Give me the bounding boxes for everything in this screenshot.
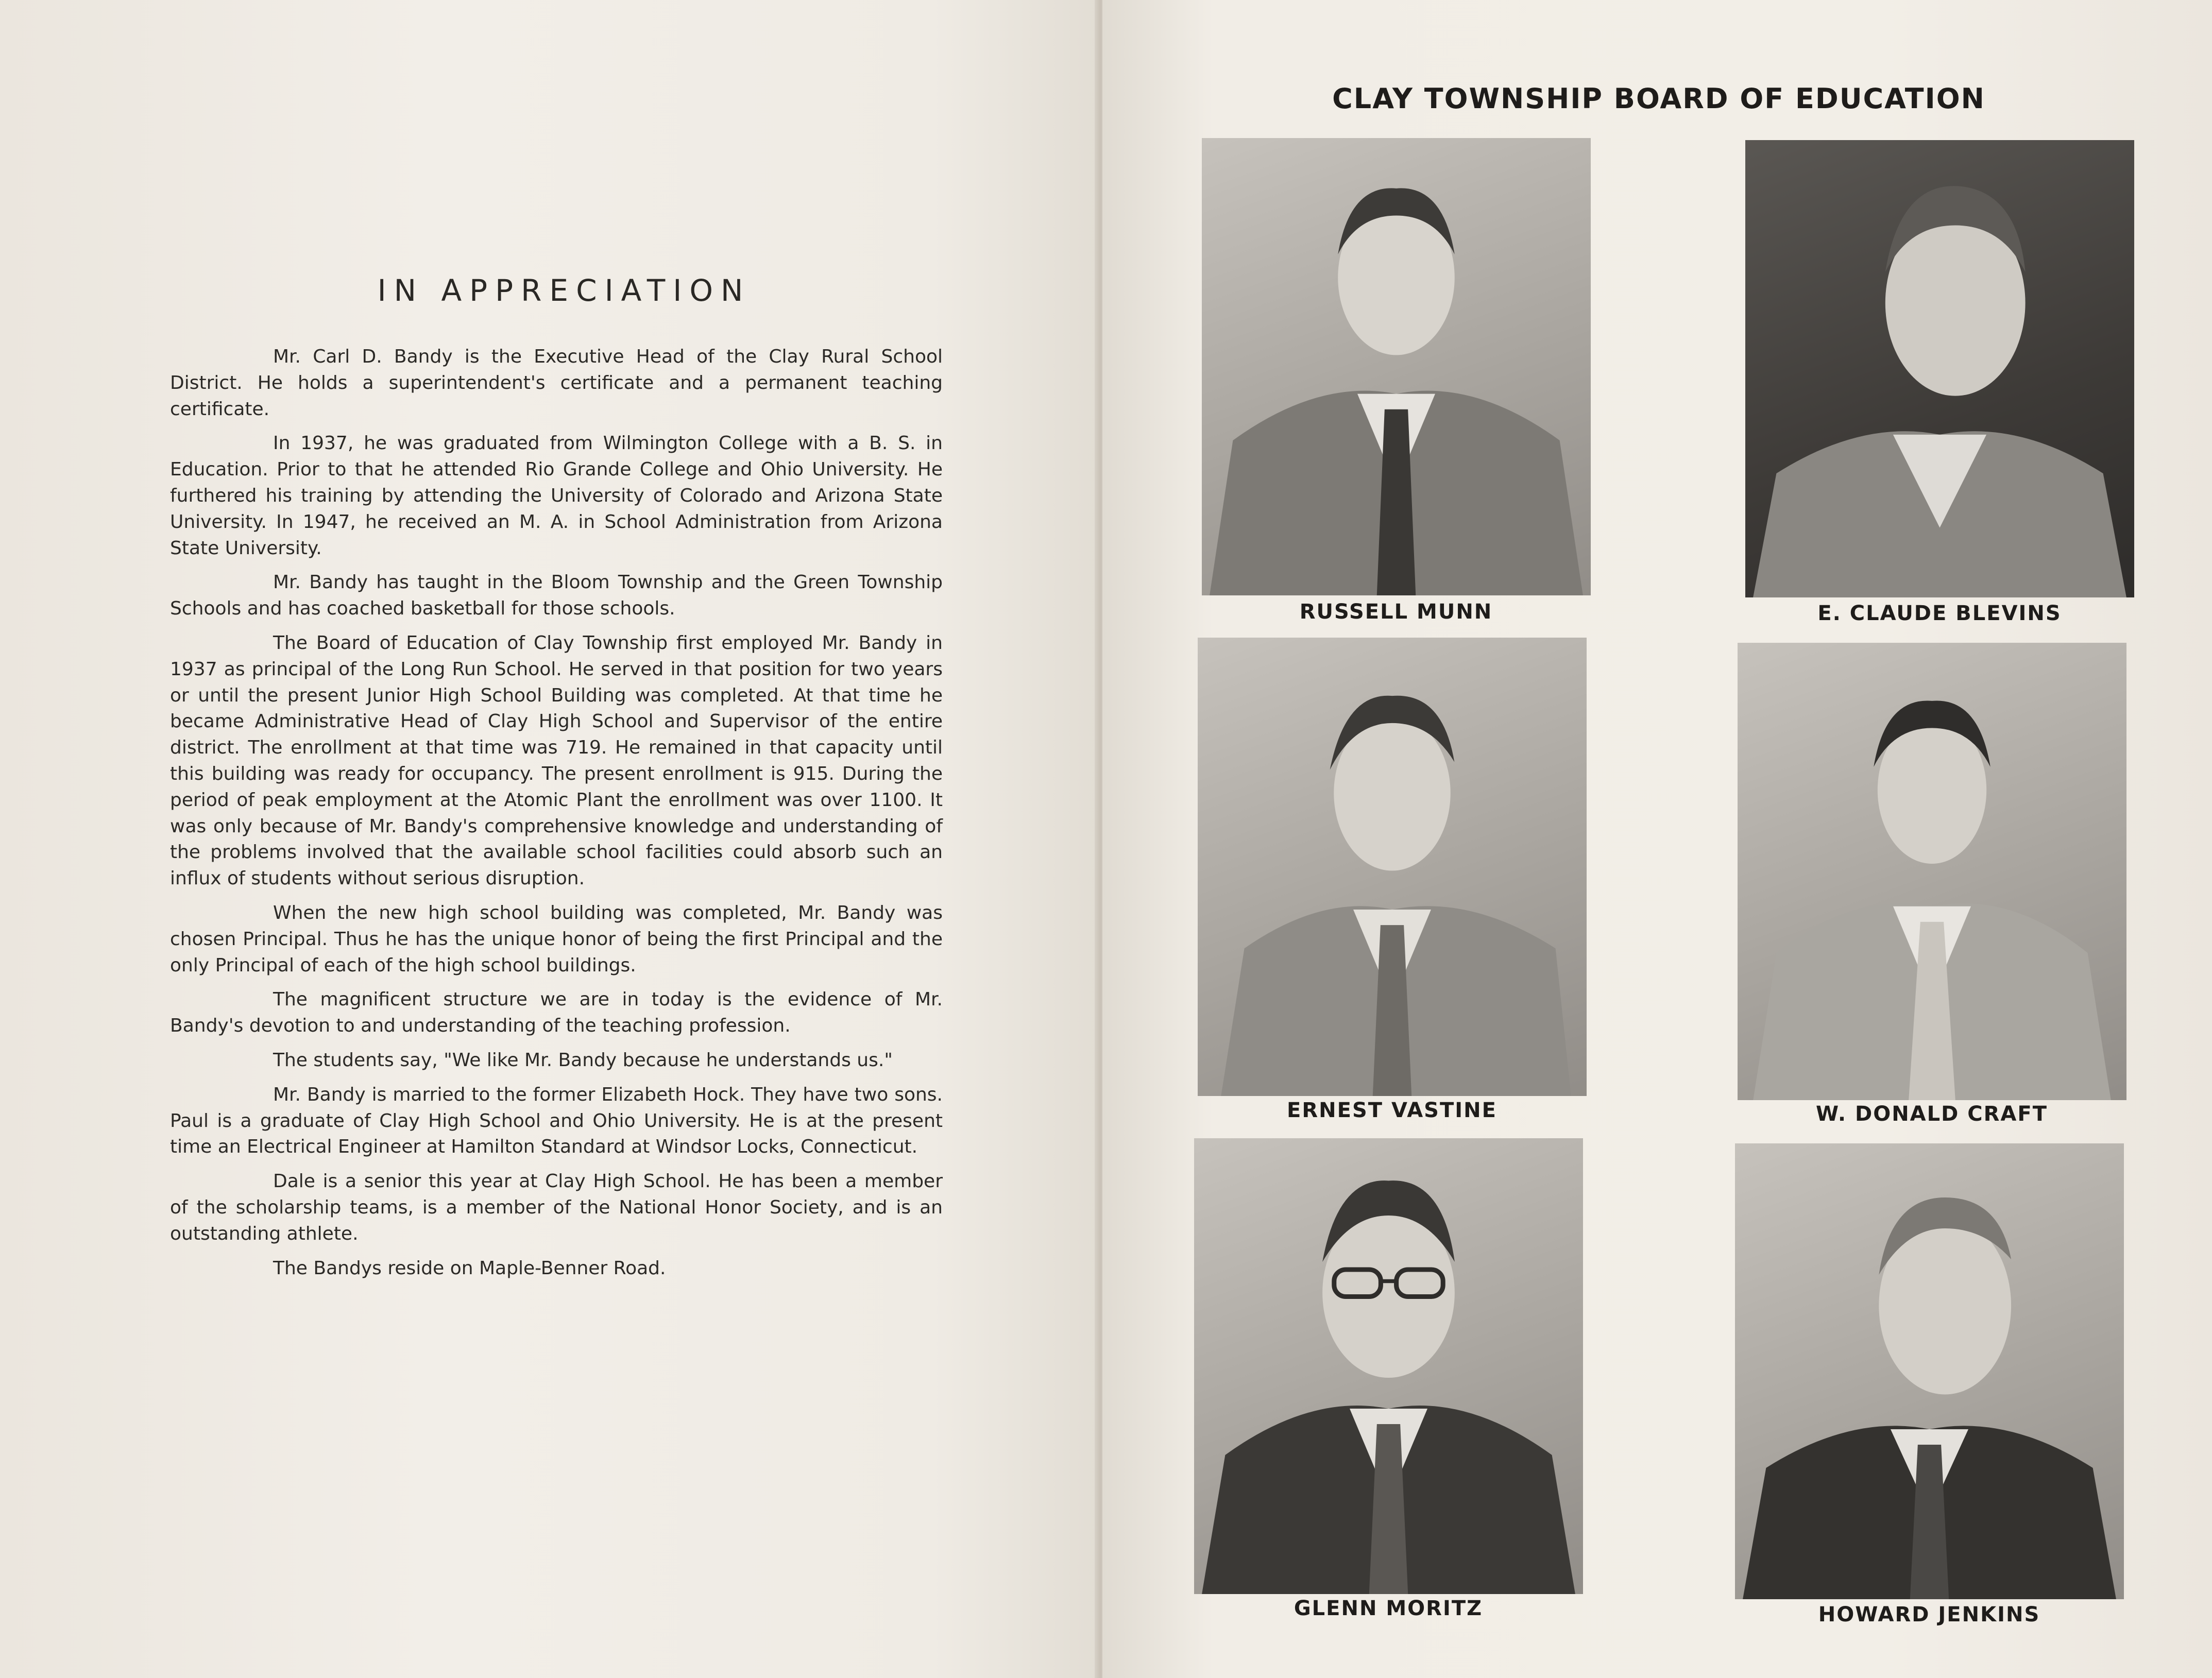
appreciation-title: IN APPRECIATION	[377, 273, 751, 308]
appreciation-article	[170, 344, 943, 1290]
portrait-photo	[1198, 638, 1587, 1096]
member-name: HOWARD JENKINS	[1818, 1603, 2040, 1626]
portrait-photo	[1194, 1138, 1583, 1594]
left-page	[0, 0, 1097, 1678]
member-name: W. DONALD CRAFT	[1816, 1102, 2048, 1126]
article-paragraph: The Board of Education of Clay Township first employed Mr. Bandy in 1937 as principal of the Long Run School. He served in that position for two years or until the present Junior High School Building was completed. At that time he became Administrative Head of Clay High School and Supervisor of the entire district. The enrollment at that time was 719. He remained in that capacity until this building was ready for occupancy. The present enrollment is 915. During the period of peak employment at the Atomic Plant the enrollment was over 1100. It was only because of Mr. Bandy's comprehensive knowledge and understanding of the problems involved that the available school facilities could absorb such an influx of students without serious disruption.	[170, 632, 943, 889]
portrait-photo	[1745, 140, 2134, 597]
member-name: GLENN MORITZ	[1294, 1597, 1483, 1620]
article-paragraph: Mr. Bandy has taught in the Bloom Township and the Green Township Schools and has coached basketball for those schools.	[170, 572, 943, 620]
portrait-photo	[1735, 1143, 2124, 1599]
article-paragraph: The Bandys reside on Maple-Benner Road.	[273, 1257, 666, 1279]
article-paragraph: When the new high school building was completed, Mr. Bandy was chosen Principal. Thus he has the unique honor of being the first Principal and the only Principal of each of the high school buildings.	[170, 902, 943, 976]
member-name: ERNEST VASTINE	[1287, 1099, 1497, 1122]
article-paragraph: The magnificent structure we are in today is the evidence of Mr. Bandy's devotion to and understanding of the teaching profession.	[170, 989, 943, 1037]
board-title: CLAY TOWNSHIP BOARD OF EDUCATION	[1332, 82, 1985, 115]
article-paragraph: Dale is a senior this year at Clay High School. He has been a member of the scholarship teams, is a member of the National Honor Society, and is an outstanding athlete.	[170, 1171, 943, 1244]
article-paragraph: In 1937, he was graduated from Wilmington College with a B. S. in Education. Prior to that he attended Rio Grande College and Ohio University. He furthered his training by attending the University of Colorado and Arizona State University. In 1947, he received an M. A. in School Administration from Arizona State University.	[170, 433, 943, 559]
portrait-photo	[1202, 138, 1591, 595]
portrait-photo	[1738, 643, 2126, 1100]
article-paragraph: The students say, "We like Mr. Bandy because he understands us."	[273, 1049, 893, 1071]
article-paragraph: Mr. Bandy is married to the former Elizabeth Hock. They have two sons. Paul is a graduate of Clay High School and Ohio University. He is at the present time an Electrical Engineer at Hamilton Standard at Windsor Locks, Connecticut.	[170, 1084, 943, 1158]
member-name: E. CLAUDE BLEVINS	[1817, 602, 2062, 625]
member-name: RUSSELL MUNN	[1299, 600, 1493, 624]
article-paragraph: Mr. Carl D. Bandy is the Executive Head of the Clay Rural School District. He holds a superintendent's certificate and a permanent teaching certificate.	[170, 346, 943, 420]
